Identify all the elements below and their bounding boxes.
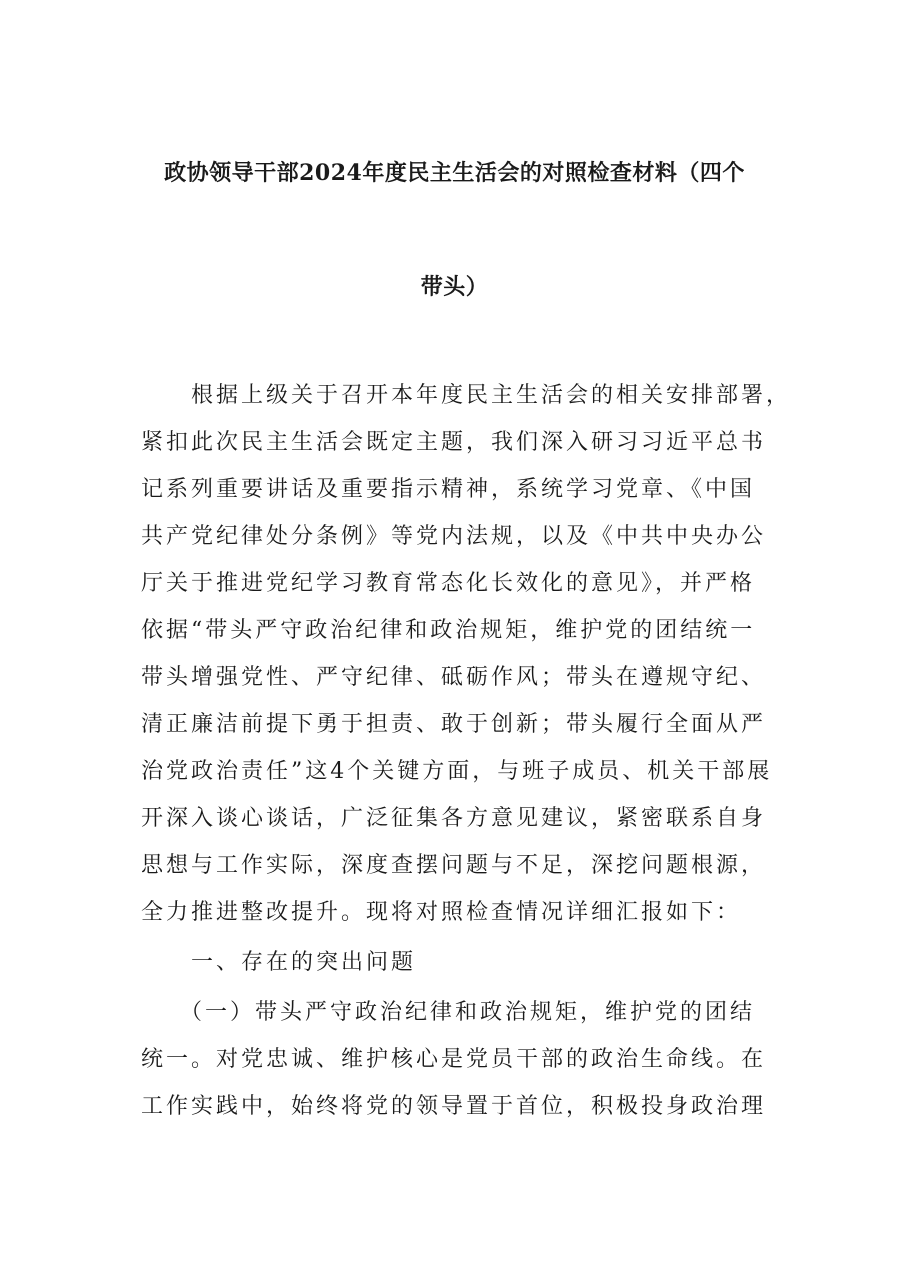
subsection-heading: （一）带头严守政治纪律和政治规矩，维护党的团结 bbox=[141, 1000, 756, 1025]
body-line: 紧扣此次民主生活会既定主题，我们深入研习习近平总书 bbox=[141, 430, 767, 455]
document-title-line-2: 带头） bbox=[420, 274, 489, 300]
body-line: 全力推进整改提升。现将对照检查情况详细汇报如下： bbox=[141, 900, 742, 925]
section-heading: 一、存在的突出问题 bbox=[141, 950, 417, 975]
body-line: 治党政治责任”这4个关键方面，与班子成员、机关干部展 bbox=[141, 759, 773, 784]
body-line: 工作实践中，始终将党的领导置于首位，积极投身政治理 bbox=[141, 1094, 767, 1119]
body-line: 依据“带头严守政治纪律和政治规矩，维护党的团结统一 bbox=[141, 618, 756, 643]
body-line: 根据上级关于召开本年度民主生活会的相关安排部署， bbox=[141, 383, 792, 408]
body-line: 清正廉洁前提下勇于担责、敢于创新；带头履行全面从严 bbox=[141, 712, 767, 737]
body-line: 统一。对党忠诚、维护核心是党员干部的政治生命线。在 bbox=[141, 1047, 767, 1072]
document-title-line-1: 政协领导干部2024年度民主生活会的对照检查材料（四个 bbox=[164, 160, 745, 186]
body-line: 带头增强党性、严守纪律、砥砺作风；带头在遵规守纪、 bbox=[141, 665, 767, 690]
body-line: 共产党纪律处分条例》等党内法规，以及《中共中央办公 bbox=[141, 524, 767, 549]
body-line: 开深入谈心谈话，广泛征集各方意见建议，紧密联系自身 bbox=[141, 806, 767, 831]
body-line: 思想与工作实际，深度查摆问题与不足，深挖问题根源， bbox=[141, 853, 767, 878]
body-line: 厅关于推进党纪学习教育常态化长效化的意见》，并严格 bbox=[141, 571, 756, 596]
body-line: 记系列重要讲话及重要指示精神，系统学习党章、《中国 bbox=[141, 477, 756, 502]
